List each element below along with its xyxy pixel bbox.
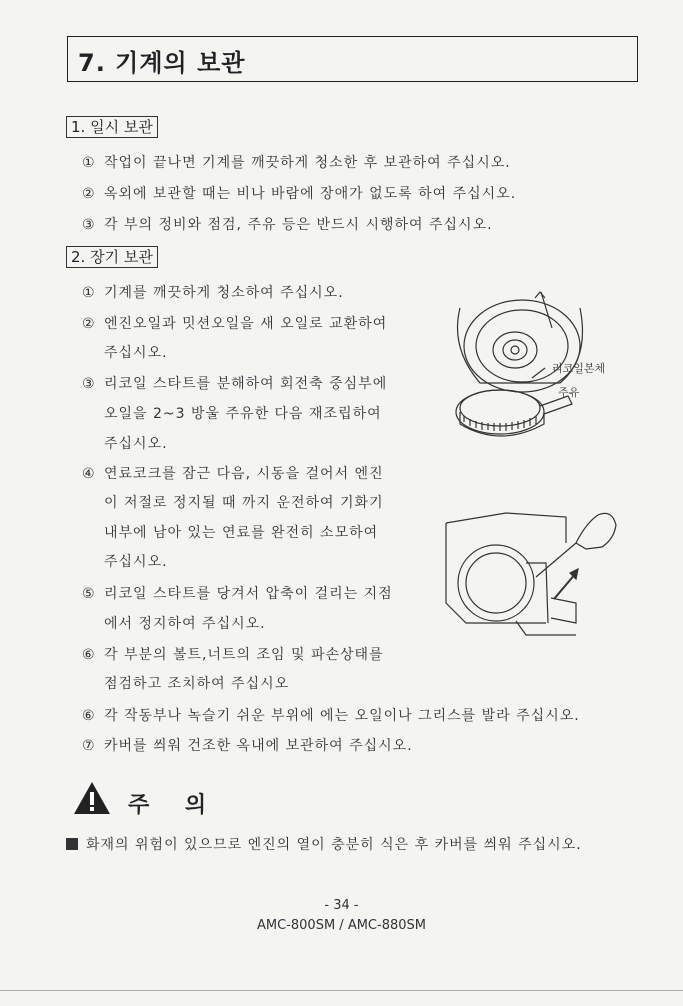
item-text: 주십시오. [104,436,168,452]
section2-line [82,705,580,725]
item-number: ⑦ [82,738,96,754]
item-number: ① [82,285,96,301]
item-number: ⑤ [82,586,96,602]
section2-line [82,403,382,423]
scan-edge-divider [0,990,683,1006]
chapter-title: 7. 기계의 보관 [78,49,246,77]
caution-notice [66,834,582,854]
item-text: 리코일 스타트를 당겨서 압축이 걸리는 지점 [104,586,393,602]
item-text: 오일을 2~3 방울 주유한 다음 재조립하여 [104,406,382,422]
item-text: 작업이 끝나면 기계를 깨끗하게 청소한 후 보관하여 주십시오. [104,155,511,171]
item-text: 엔진오일과 밋션오일을 새 오일로 교환하여 [104,316,388,332]
bullet-square-icon [66,838,78,850]
item-number: ⑥ [82,647,96,663]
section2-line [82,342,168,362]
section2-line [82,282,344,302]
item-text: 주십시오. [104,554,168,570]
section2-line [82,373,387,393]
item-number: ② [82,316,96,332]
caution-text: 화재의 위험이 있으므로 엔진의 열이 충분히 식은 후 카버를 씌워 주십시오. [86,837,582,853]
caution-label: 주 의 [128,793,221,818]
item-number: ③ [82,217,96,233]
section1-item-2 [82,183,516,203]
item-text: 각 부분의 볼트,너트의 조임 및 파손상태를 [104,647,384,663]
item-text: 에서 정지하여 주십시오. [104,616,266,632]
item-text: 내부에 남아 있는 연료를 완전히 소모하여 [104,525,379,541]
item-text: 이 저절로 정지될 때 까지 운전하여 기화기 [104,495,384,511]
section1-title: 1. 일시 보관 [66,116,158,138]
item-number: ① [82,155,96,171]
section2-line [82,313,387,333]
engine-pull-figure [436,503,626,643]
section2-title: 2. 장기 보관 [66,246,158,268]
item-number: ③ [82,376,96,392]
figure-label-oil: 주유 [558,386,580,399]
section2-line [82,433,168,453]
item-text: 옥외에 보관할 때는 비나 바람에 장애가 없도록 하여 주십시오. [104,186,517,202]
item-number: ④ [82,466,96,482]
item-text: 주십시오. [104,345,168,361]
section2-line [82,583,393,603]
section1-item-3 [82,214,493,234]
item-text: 카버를 씌워 건조한 옥내에 보관하여 주십시오. [104,738,413,754]
item-text: 기계를 깨끗하게 청소하여 주십시오. [104,285,344,301]
section2-line [82,644,384,664]
chapter-title-box [67,36,638,82]
warning-icon [72,780,112,816]
section2-line [82,463,384,483]
section2-line [82,492,384,512]
section2-line [82,735,413,755]
section1-item-1 [82,152,511,172]
item-number: ⑥ [82,708,96,724]
item-text: 점검하고 조치하여 주십시오 [104,676,290,692]
item-text: 리코일 스타트를 분해하여 회전축 중심부에 [104,376,388,392]
item-text: 연료코크를 잠근 다음, 시동을 걸어서 엔진 [104,466,384,482]
item-number: ② [82,186,96,202]
section2-line [82,551,168,571]
model-name: AMC-800SM / AMC-880SM [257,918,426,933]
figure-label-recoil-body: 리코일본체 [552,362,606,375]
section2-line [82,613,266,633]
page-number: - 34 - [324,898,359,913]
section2-line [82,673,289,693]
item-text: 각 부의 정비와 점검, 주유 등은 반드시 시행하여 주십시오. [104,217,493,233]
section2-line [82,522,378,542]
item-text: 각 작동부나 녹슬기 쉬운 부위에 에는 오일이나 그리스를 발라 주십시오. [104,708,580,724]
